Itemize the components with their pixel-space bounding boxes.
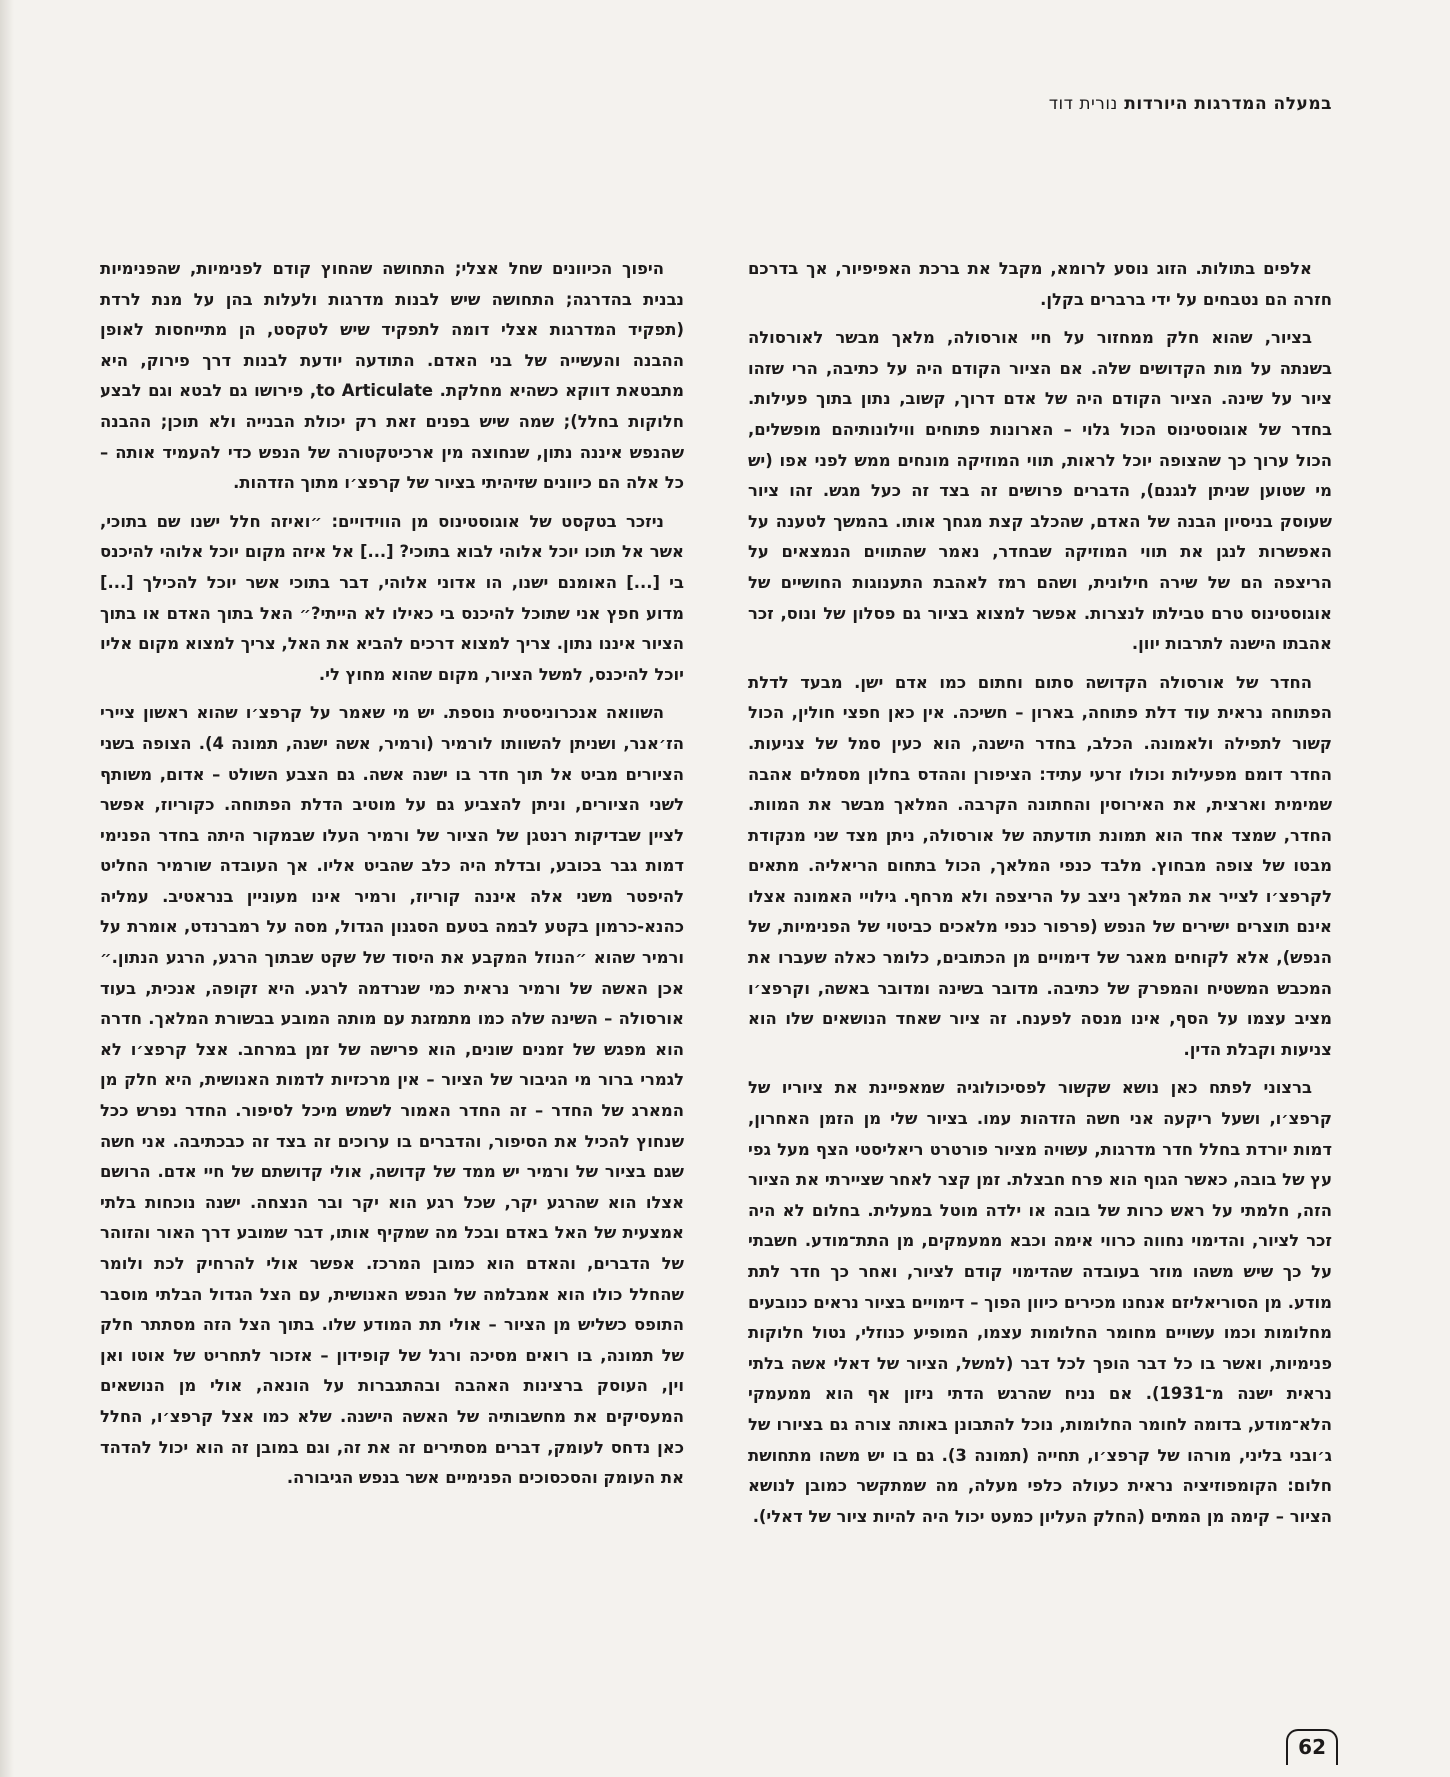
page-edge xyxy=(0,0,14,1777)
text-column-right xyxy=(748,254,1332,1532)
paragraph: החדר של אורסולה הקדושה סתום וחתום כמו אדם ישן. מבעד לדלת הפתוחה נראית עוד דלת פתוחה, בארון – חשיכה. אין כאן חפצי חולין, הכול קשור לתפילה ולאמונה. הכלב, בחדר הישנה, הוא כעין סמל של צניעות. החדר דומם מפעילות וכולו זרעי עתיד: הציפורן וההדס בחלון מסמלים אהבה שמימית וארצית, את האירוסין והחתונה הקרבה. המלאך מבשר את המוות. החדר, שמצד אחד הוא תמונת תודעתה של אורסולה, ניתן מצד שני מנקודת מבטו של צופה מבחוץ. מלבד כנפי המלאך, הכול בתחום הריאליה. מתאים לקרפצ׳ו לצייר את המלאך ניצב על הריצפה ולא מרחף. גילויי האמונה אצלו אינם תוצרים ישירים של הנפש (פרפור כנפי מלאכים כביטוי של הפנימיות, של הנפש), אלא לקוחים מאגר של דימויים מן הכתובים, כלומר כאלה שעברו את המכבש המשטיח והמפרק של כתיבה. מדובר בשינה ומדובר באשה, וקרפצ׳ו מציב עצמו על הסף, אינו מנסה לפענח. זה ציור שאחד הנושאים שלו הוא צניעות וקבלת הדין. xyxy=(748,672,1332,1059)
paragraph: ניזכר בטקסט של אוגוסטינוס מן הווידויים: ״ואיזה חלל ישנו שם בתוכי, אשר אל תוכו יוכל אלוהי לבוא בתוכי? [...] אל איזה מקום יוכל אלוהי להיכנס בי [...] האומנם ישנו, הו אדוני אלוהי, דבר בתוכי אשר יוכל להכילך [...] מדוע חפץ אני שתוכל להיכנס בי כאילו לא הייתי?״ האל בתוך האדם או בתוך הציור איננו נתון. צריך למצוא דרכים להביא את האל, צריך למצוא מקום אליו יוכל להיכנס, למשל הציור, מקום שהוא מחוץ לי. xyxy=(100,511,684,684)
page-number: 62 xyxy=(1286,1729,1338,1765)
paragraph: השוואה אנכרוניסטית נוספת. יש מי שאמר על קרפצ׳ו שהוא ראשון ציירי הז׳אנר, ושניתן להשוותו לורמיר (ורמיר, אשה ישנה, תמונה 4). הצופה בשני הציורים מביט אל תוך חדר בו ישנה אשה. גם הצבע השולט – אדום, משותף לשני הציורים, וניתן להצביע גם על מוטיב הדלת הפתוחה. כקוריוז, אפשר לציין שבדיקות רנטגן של הציור של ורמיר העלו שבמקור היתה בחדר הפנימי דמות גבר בכובע, ובדלת היה כלב שהביט אליו. אך העובדה שורמיר החליט להיפטר משני אלה איננה קוריוז, ורמיר אינו מעוניין בנראטיב. עמליה כהנא-כרמון בקטע לבמה בטעם הסגנון הגדול, מסה על רמברנדט, אומרת על ורמיר שהוא ״הנוזל המקבע את היסוד של שקט שבתוך הרגע, הרגע הנתון.״ אכן האשה של ורמיר נראית כמי שנרדמה לרגע. היא זקופה, אנכית, בעוד אורסולה – השינה שלה כמו מתמזגת עם מותה המובע בבשורת המלאך. חדרה הוא מפגש של זמנים שונים, הוא פרישה של זמן במרחב. אצל קרפצ׳ו לא לגמרי ברור מי הגיבור של הציור – אין מרכזיות לדמות האנושית, היא חלק מן המארג של החדר – זה החדר האמור לשמש מיכל לסיפור. החדר נפרש ככל שנחוץ להכיל את הסיפור, והדברים בו ערוכים זה בצד זה כבכתיבה. אני חשה שגם בציור של ורמיר יש ממד של קדושה, אולי קדושתם של חיי אדם. הרושם אצלו הוא שהרגע יקר, שכל רגע הוא יקר ובר הנצחה. ישנה נוכחות בלתי אמצעית של האל באדם ובכל מה שמקיף אותו, דבר שמובע דרך האור והזוהר של הדברים, והאדם הוא כמובן המרכז. אפשר אולי להרחיק לכת ולומר שהחלל כולו הוא אמבלמה של הנפש האנושית, עם הצל הגדול הבלתי מוסבר התופס כשליש מן הציור – אולי תת המודע שלו. בתוך הצל הזה מסתתר חלק של תמונה, בו רואים מסיכה ורגל של קופידון – אזכור לתחריט של אוטו ואן וין, העוסק ברצינות האהבה ובהתגברות על הונאה, אולי מן הנושאים המעסיקים את מחשבותיה של האשה הישנה. שלא כמו אצל קרפצ׳ו, החלל כאן נדחס לעומק, דברים מסתירים זה את זה, וגם במובן זה הוא יכול להדהד את העומק והסכסוכים הפנימיים אשר בנפש הגיבורה. xyxy=(100,703,684,1488)
article-title: במעלה המדרגות היורדות xyxy=(1124,94,1332,114)
text-column-left xyxy=(100,254,684,1494)
article-author: נורית דוד xyxy=(1048,94,1118,114)
paragraph: אלפים בתולות. הזוג נוסע לרומא, מקבל את ברכת האפיפיור, אך בדרכם חזרה הם נטבחים על ידי ברברים בקלן. xyxy=(748,259,1332,309)
running-header xyxy=(1049,94,1332,114)
paragraph: ברצוני לפתח כאן נושא שקשור לפסיכולוגיה שמאפיינת את ציוריו של קרפצ׳ו, ושעל ריקעה אני חשה הזדהות עמו. בציור שלי מן הזמן האחרון, דמות יורדת בחלל חדר מדרגות, עשויה מציור פורטרט ריאליסטי הצף מעל גפי עץ של בובה, כאשר הגוף הוא פרח חבצלת. זמן קצר לאחר שציירתי את הציור הזה, חלמתי על ראש כרות של בובה או ילדה מוטל במעלית. בחלום לא היה זכר לציור, והדימוי נחווה כרווי אימה וכבא ממעמקים, מן התת־מודע. חשבתי על כך שיש משהו מוזר בעובדה שהדימוי קודם לציור, ואחר כך חדר לתת מודע. מן הסוריאליזם אנחנו מכירים כיוון הפוך – דימויים בציור נראים כנובעים מחלומות וכמו עשויים מחומר החלומות עצמו, המופיע כנוזלי, נטול חלוקות פנימיות, ואשר בו כל דבר הופך לכל דבר (למשל, הציור של דאלי אשה בלתי נראית ישנה מ־1931). אם נניח שהרגש הדתי ניזון אף הוא ממעמקי הלא־מודע, בדומה לחומר החלומות, נוכל להתבונן באותה צורה גם בציורו של ג׳ובני בליני, מורהו של קרפצ׳ו, תחייה (תמונה 3). גם בו יש משהו מתחושת חלום: הקומפוזיציה נראית כעולה כלפי מעלה, מה שמתקשר כמובן לנושא הציור – קימה מן המתים (החלק העליון כמעט יכול היה להיות ציור של דאלי). xyxy=(748,1078,1333,1526)
paragraph: בציור, שהוא חלק ממחזור על חיי אורסולה, מלאך מבשר לאורסולה בשנתה על מות הקדושים שלה. אם הציור הקודם היה על כתיבה, הרי שזהו ציור על שינה. הציור הקודם היה של אדם דרוך, קשוב, נתון בתוך פעילות. בחדר של אוגוסטינוס הכול גלוי – הארונות פתוחים ווילונותיהם מופשלים, הכול ערוך כך שהצופה יוכל לראות, תווי המוזיקה מונחים ממש לפני אפו (יש מי שטוען שניתן לנגנם), הדברים פרושים זה בצד זה כעל מגש. זהו ציור שעוסק בניסיון הבנה של האדם, שהכלב קצת מגחך אותו. בהמשך לטענה על האפשרות לנגן את תווי המוזיקה שבחדר, נאמר שהתווים הנמצאים על הריצפה הם של שירה חילונית, ושהם רמז לאהבת התענוגות החושיים של אוגוסטינוס טרם טבילתו לנצרות. אפשר למצוא בציור גם פסלון של ונוס, זכר אהבתו הישנה לתרבות יוון. xyxy=(748,328,1332,654)
paragraph: היפוך הכיוונים שחל אצלי; התחושה שהחוץ קודם לפנימיות, שהפנימיות נבנית בהדרגה; התחושה שיש לבנות מדרגות ולעלות בהן על מנת לרדת (תפקיד המדרגות אצלי דומה לתפקיד שיש לטקסט, הן מתייחסות לאופן ההבנה והעשייה של בני האדם. התודעה יודעת לבנות דרך פירוק, היא מתבטאת דווקא כשהיא מחלקת. to Articulate, פירושו גם לבטא וגם לבצע חלוקות בחלל); שמה שיש בפנים זאת רק יכולת הבנייה ולא תוכן; ההבנה שהנפש איננה נתון, שנחוצה מין ארכיטקטורה של הנפש כדי להעמיד אותה – כל אלה הם כיוונים שזיהיתי בציור של קרפצ׳ו מתוך הזדהות. xyxy=(100,259,684,493)
